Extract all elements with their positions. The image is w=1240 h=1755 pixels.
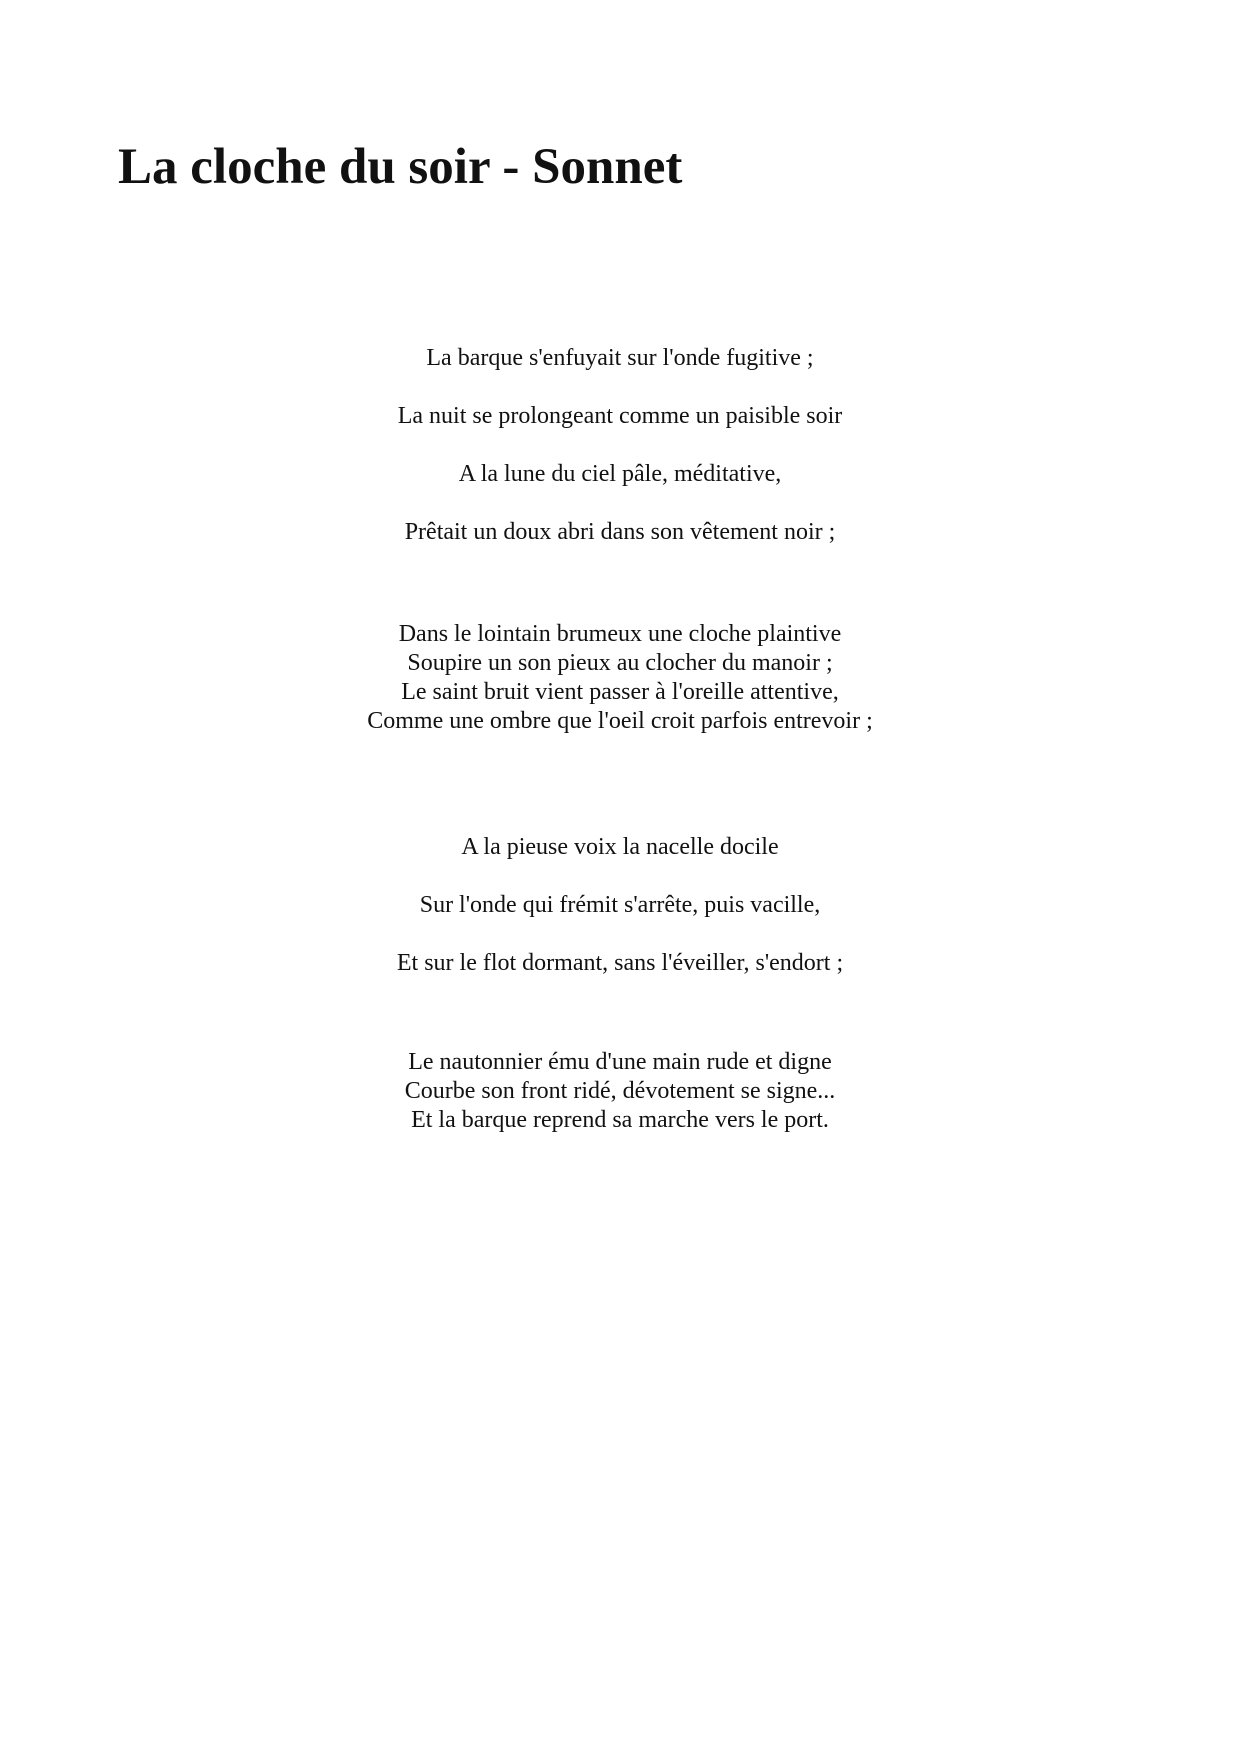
poem-line: Sur l'onde qui frémit s'arrête, puis vacille,: [419, 892, 821, 918]
poem-line: A la lune du ciel pâle, méditative,: [458, 461, 782, 487]
poem-line: Le saint bruit vient passer à l'oreille attentive,: [401, 679, 839, 705]
poem-line: Et sur le flot dormant, sans l'éveiller, s'endort ;: [396, 950, 844, 976]
poem-line: Prêtait un doux abri dans son vêtement noir ;: [404, 519, 836, 545]
poem-line: Et la barque reprend sa marche vers le port.: [411, 1107, 829, 1133]
poem-line: La barque s'enfuyait sur l'onde fugitive ;: [426, 345, 814, 371]
poem-line: Dans le lointain brumeux une cloche plaintive: [398, 621, 842, 647]
poem-line: Courbe son front ridé, dévotement se signe...: [404, 1078, 836, 1104]
poem-line: A la pieuse voix la nacelle docile: [461, 834, 779, 860]
poem-title: La cloche du soir - Sonnet: [118, 139, 683, 195]
stanza-tercet-1: [0, 818, 1240, 992]
stanza-quatrain-2: [0, 620, 1240, 736]
poem-line: La nuit se prolongeant comme un paisible soir: [397, 403, 843, 429]
stanza-quatrain-1: [0, 329, 1240, 561]
poem-line: Comme une ombre que l'oeil croit parfois entrevoir ;: [367, 708, 873, 734]
stanza-tercet-2: [0, 1048, 1240, 1135]
poem-line: Soupire un son pieux au clocher du manoir ;: [407, 650, 833, 676]
poem-line: Le nautonnier ému d'une main rude et digne: [408, 1049, 832, 1075]
